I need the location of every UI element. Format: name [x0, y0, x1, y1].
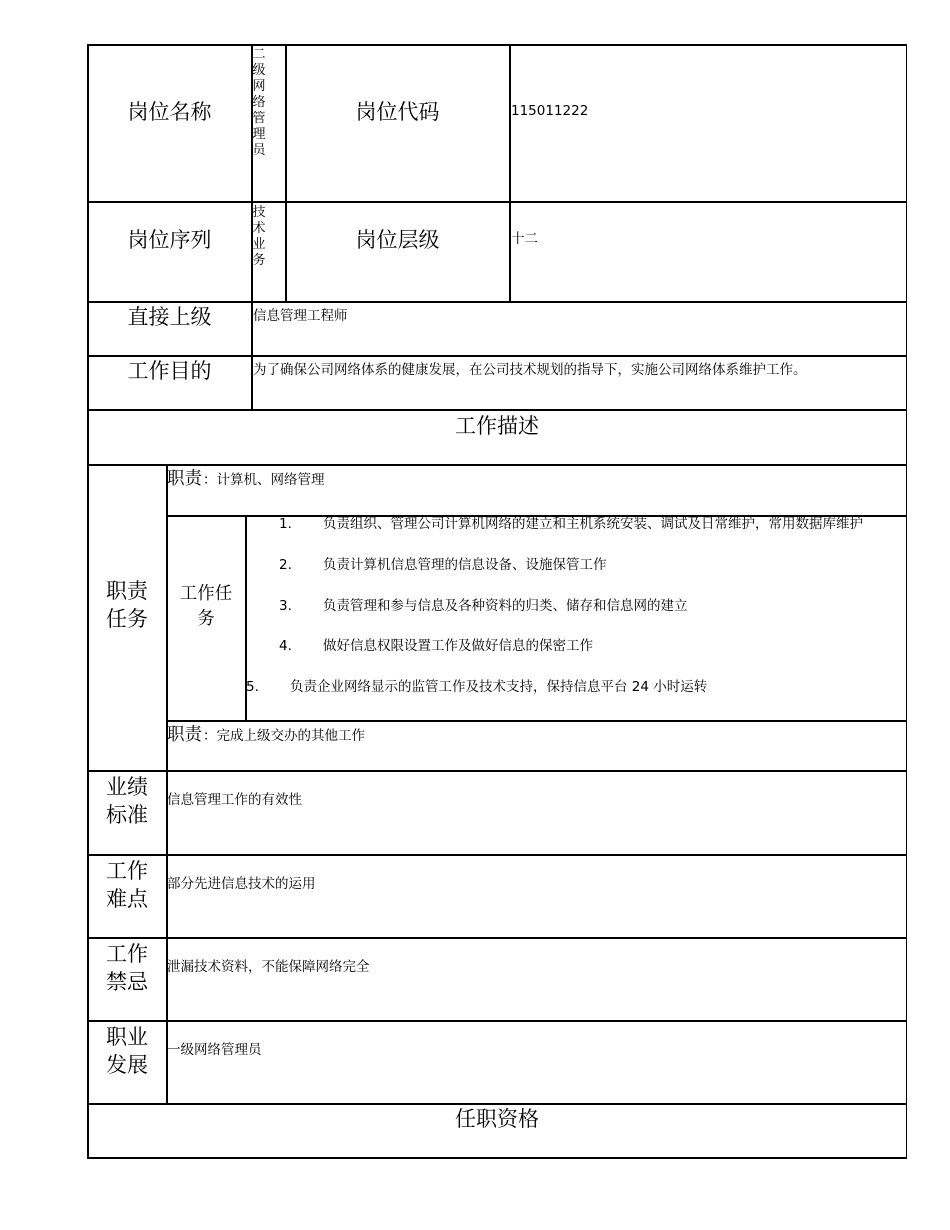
duty2-value: ：完成上级交办的其他工作 [203, 728, 365, 744]
position-name-value: 二级网络管理员 [252, 47, 266, 158]
duties-section-label: 职责 [106, 579, 148, 603]
row-divider [87, 464, 907, 466]
row-divider [87, 355, 907, 357]
border-right [906, 44, 908, 1159]
position-level-label: 岗位层级 [355, 228, 440, 252]
row-divider [87, 201, 907, 203]
taboo-label: 禁忌 [106, 970, 148, 994]
duties-section-label: 任务 [106, 607, 148, 631]
position-code-label: 岗位代码 [355, 100, 440, 124]
task-number: 2. [279, 557, 292, 573]
position-series-value: 技术业务 [252, 205, 266, 268]
task-text: 负责组织、管理公司计算机网络的建立和主机系统安装、调试及日常维护，常用数据库维护 [323, 516, 863, 532]
purpose-value: 为了确保公司网络体系的健康发展，在公司技术规划的指导下，实施公司网络体系维护工作。 [253, 362, 807, 378]
row-divider [87, 937, 907, 939]
task-text: 负责计算机信息管理的信息设备、设施保管工作 [323, 557, 607, 573]
career-label: 发展 [106, 1053, 148, 1077]
col-divider [166, 464, 168, 1104]
task-text: 负责管理和参与信息及各种资料的归类、储存和信息网的建立 [323, 598, 688, 614]
position-code-value: 115011222 [511, 103, 589, 119]
career-value: 一级网络管理员 [167, 1042, 262, 1058]
supervisor-value: 信息管理工程师 [253, 308, 348, 324]
task-number: 1. [279, 516, 292, 532]
position-series-label: 岗位序列 [127, 228, 212, 252]
difficulty-label: 工作 [106, 859, 148, 883]
col-divider [285, 44, 287, 302]
description-heading: 工作描述 [455, 414, 539, 438]
taboo-value: 泄漏技术资料，不能保障网络完全 [167, 959, 370, 975]
row-divider [166, 720, 907, 722]
row-divider [87, 301, 907, 303]
task-number: 3. [279, 598, 292, 614]
purpose-label: 工作目的 [127, 359, 212, 383]
taboo-label: 工作 [106, 942, 148, 966]
task-number: 5. [246, 679, 259, 695]
duty1-label: 职责 [167, 469, 202, 489]
row-divider [87, 854, 907, 856]
row-divider [87, 409, 907, 411]
task-text: 做好信息权限设置工作及做好信息的保密工作 [323, 638, 593, 654]
tasks-label: 工作任 [179, 584, 233, 604]
supervisor-label: 直接上级 [127, 305, 212, 329]
performance-label: 标准 [106, 803, 148, 827]
task-number: 4. [279, 638, 292, 654]
qualification-heading: 任职资格 [455, 1107, 539, 1131]
col-divider [509, 44, 511, 302]
performance-label: 业绩 [106, 775, 148, 799]
difficulty-label: 难点 [106, 887, 148, 911]
border-bottom [87, 1157, 907, 1159]
position-level-value: 十二 [511, 231, 538, 247]
border-top [87, 44, 907, 46]
performance-value: 信息管理工作的有效性 [167, 792, 302, 808]
duty2-label: 职责 [167, 725, 202, 745]
row-divider [87, 1103, 907, 1105]
tasks-label: 务 [197, 609, 215, 629]
task-text: 负责企业网络显示的监管工作及技术支持，保持信息平台 24 小时运转 [290, 679, 708, 695]
difficulty-value: 部分先进信息技术的运用 [167, 876, 316, 892]
position-name-label: 岗位名称 [127, 100, 212, 124]
row-divider [87, 1020, 907, 1022]
row-divider [87, 770, 907, 772]
career-label: 职业 [106, 1025, 148, 1049]
duty1-value: ：计算机、网络管理 [203, 472, 325, 488]
